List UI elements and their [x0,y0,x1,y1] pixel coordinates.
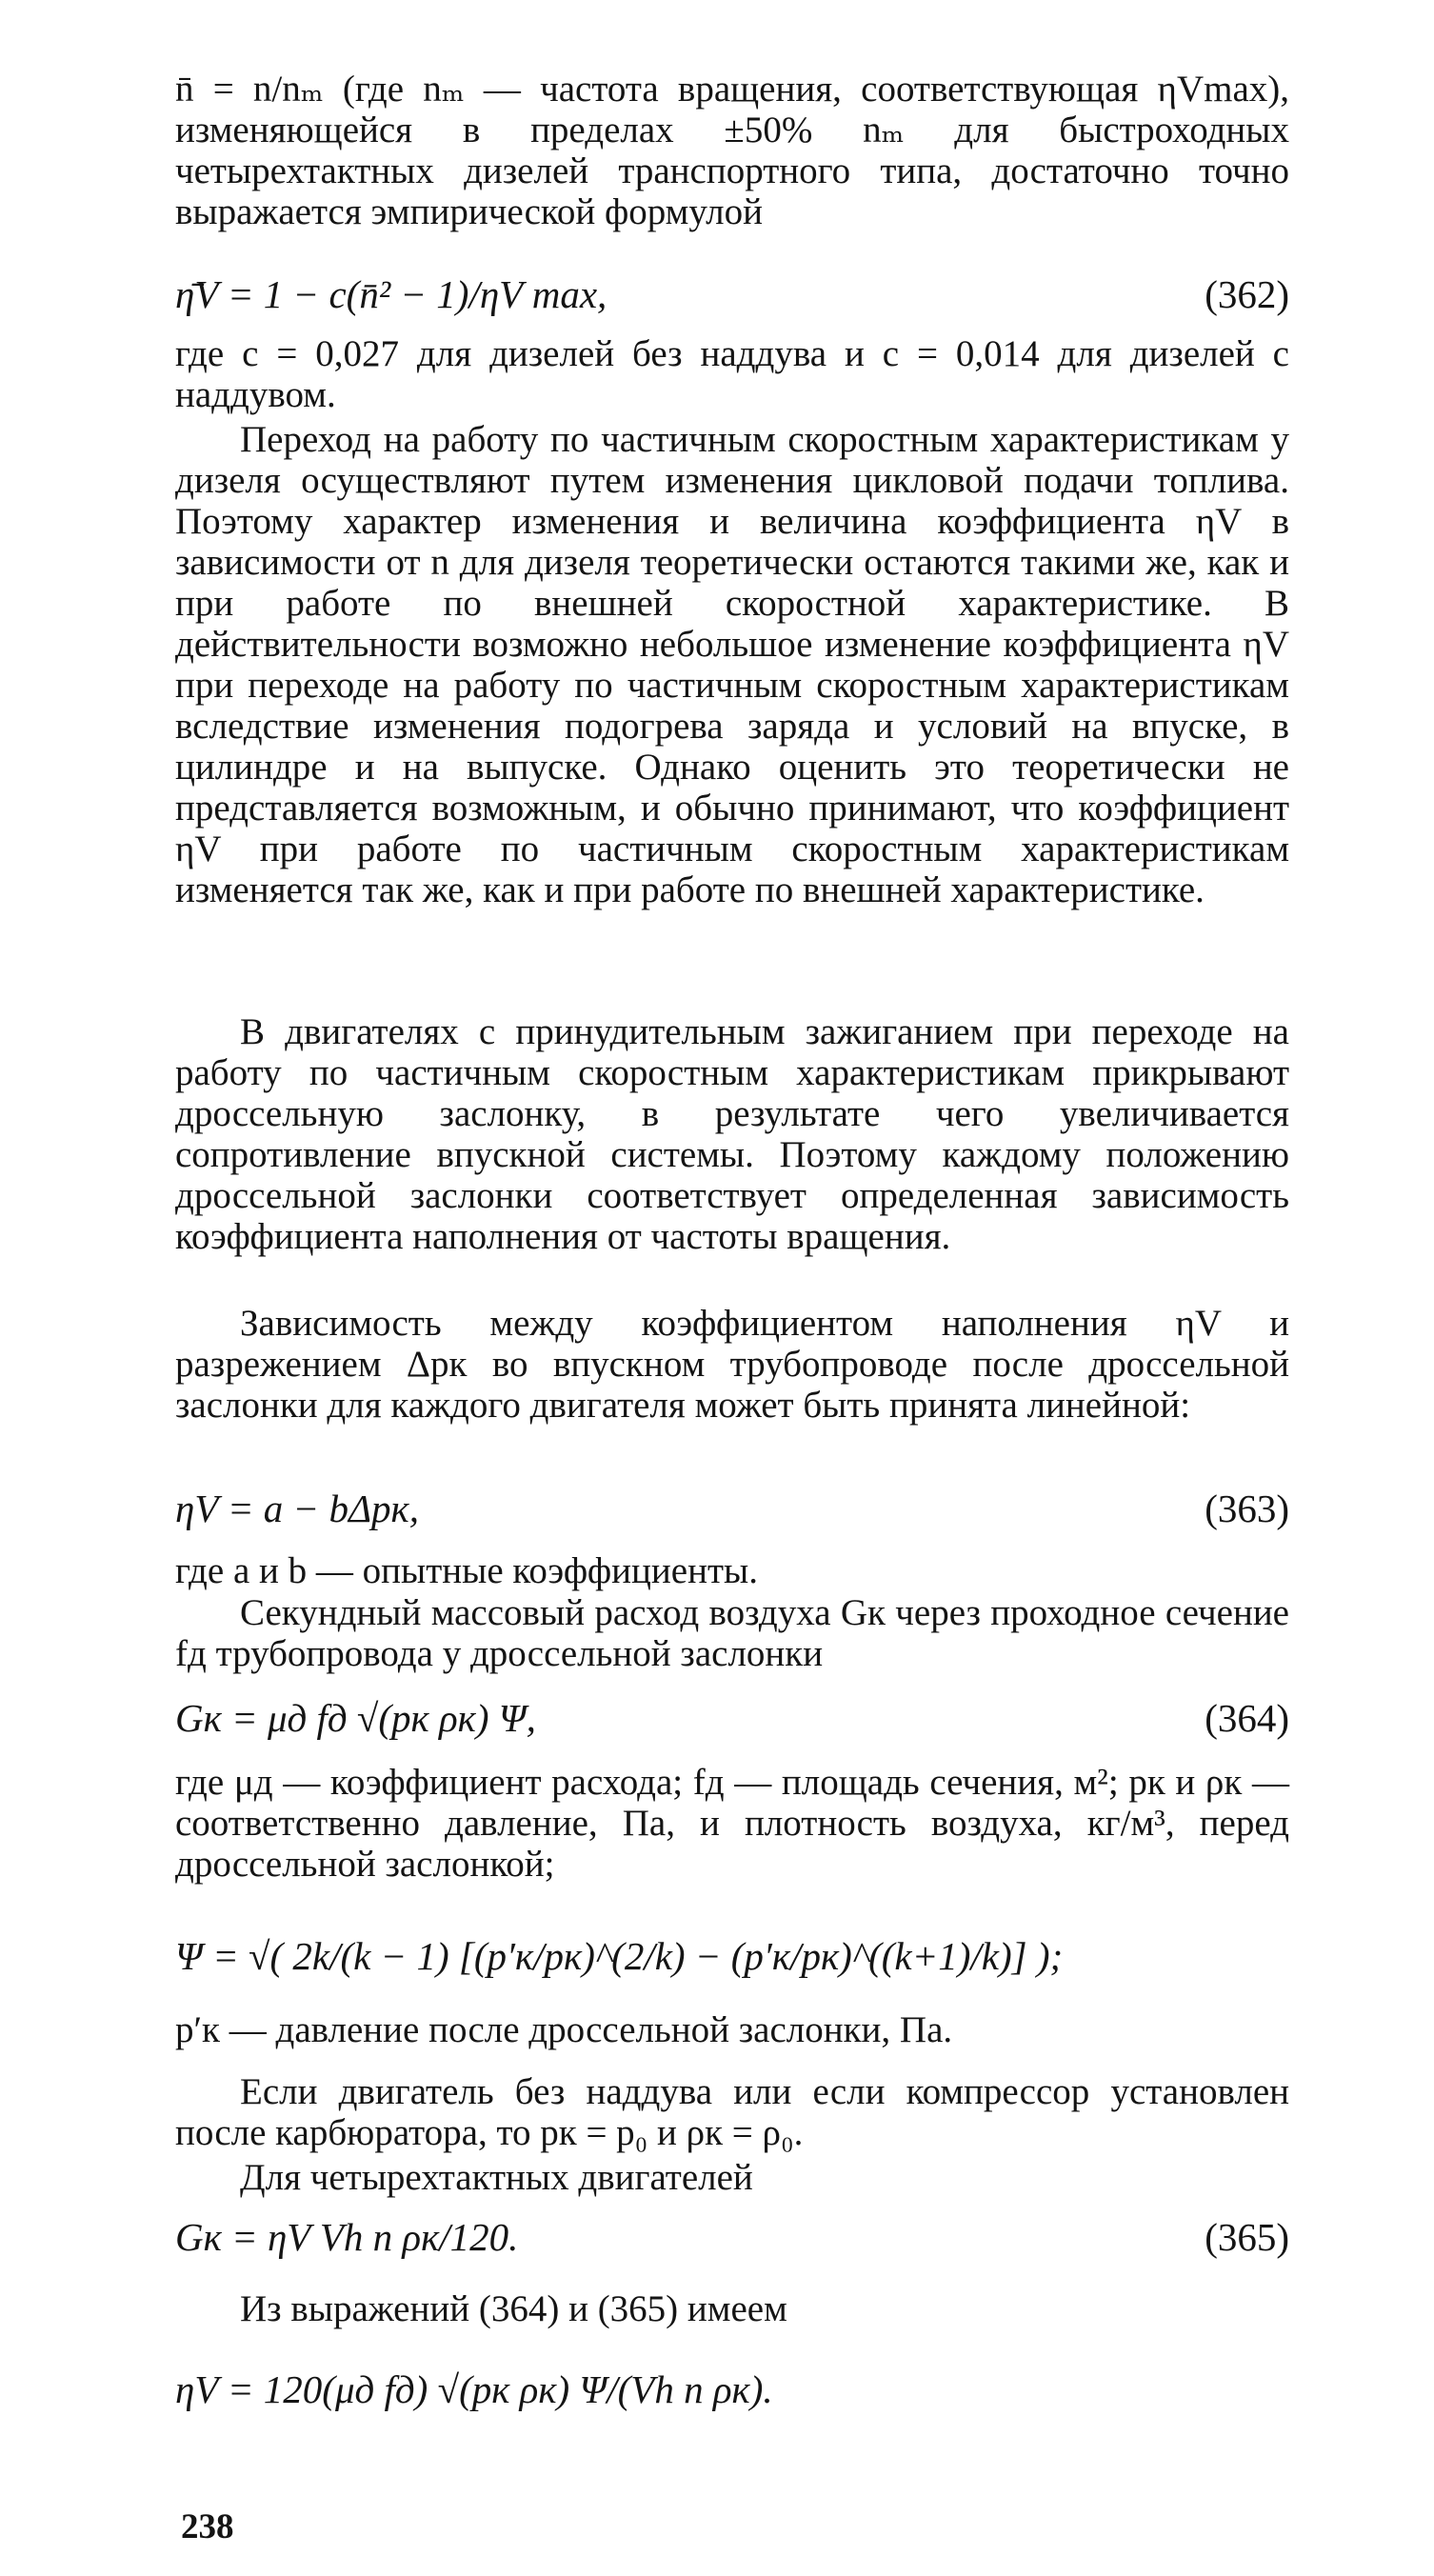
equation-365 [175,2214,1289,2262]
page-number: 238 [181,2507,234,2546]
equation-364-number: (364) [1205,1696,1289,1740]
paragraph-four-stroke: Для четырехтактных двигателей [240,2157,753,2198]
equation-final-formula: ηV = 120(μд fд) √(pк ρк) Ψ/(Vh n ρк). [175,2367,773,2411]
paragraph-air-flow: Секундный массовый расход воздуха Gк через проходное сечение fд трубопровода у дроссельной заслонки [175,1592,1289,1674]
equation-363-formula: ηV = a − bΔpк, [175,1487,419,1530]
paragraph-no-boost: Если двигатель без наддува или если компрессор установлен после карбюратора, то pк = p₀ и ρк = ρ₀. [175,2071,1289,2153]
equation-365-number: (365) [1205,2215,1289,2259]
equation-363 [175,1486,1289,1533]
equation-psi [175,1933,1289,1981]
equation-final [175,2366,1289,2414]
paragraph-linear-dependence: Зависимость между коэффициентом наполнения ηV и разрежением Δpк во впускном трубопроводе после дроссельной заслонки для каждого двигателя может быть принята линейной: [175,1303,1289,1426]
equation-362-formula: η̄V = 1 − c(n̄² − 1)/ηV max, [175,272,607,316]
paragraph-coefficients: где a и b — опытные коэффициенты. [175,1550,758,1591]
equation-365-formula: Gк = ηV Vh n ρк/120. [175,2215,519,2259]
equation-364 [175,1695,1289,1743]
equation-364-formula: Gк = μд fд √(pк ρк) Ψ, [175,1696,536,1740]
paragraph-from-expressions: Из выражений (364) и (365) имеем [240,2288,787,2329]
equation-psi-formula: Ψ = √( 2k/(k − 1) [(p′к/pк)^(2/k) − (p′к/pк)^((k+1)/k)] ); [175,1934,1064,1978]
paragraph-diesel-partial: Переход на работу по частичным скоростным характеристикам у дизеля осуществляют путем изменения цикловой подачи топлива. Поэтому характер изменения и величина коэффициента ηV в зависимости от n для дизеля теоретически остаются такими же, как и при работе по внешней скоростной характеристике. В действительности возможно небольшое изменение коэффициента ηV при переходе на работу по частичным скоростным характеристикам вследствие изменения подогрева заряда и условий на впуске, в цилиндре и на выпуске. Однако оценить это теоретически не представляется возможным, и обычно принимают, что коэффициент ηV при работе по частичным скоростным характеристикам изменяется так же, как и при работе по внешней характеристике. [175,419,1289,910]
equation-362 [175,271,1289,319]
paragraph-definitions: где μд — коэффициент расхода; fд — площадь сечения, м²; pк и ρк — соответственно давление, Па, и плотность воздуха, кг/м³, перед дроссельной заслонкой; [175,1762,1289,1885]
paragraph-pressure-after: p′к — давление после дроссельной заслонки, Па. [175,2009,953,2050]
paragraph-c-values: где c = 0,027 для дизелей без наддува и c = 0,014 для дизелей с наддувом. [175,333,1289,415]
equation-363-number: (363) [1205,1487,1289,1530]
paragraph-intro: n̄ = n/nₘ (где nₘ — частота вращения, соответствующая ηVmax), изменяющейся в пределах ±50% nₘ для быстроходных четырехтактных дизелей транспортного типа, достаточно точно выражается эмпирической формулой [175,69,1289,232]
paragraph-spark-ignition: В двигателях с принудительным зажиганием при переходе на работу по частичным скоростным характеристикам прикрывают дроссельную заслонку, в результате чего увеличивается сопротивление впускной системы. Поэтому каждому положению дроссельной заслонки соответствует определенная зависимость коэффициента наполнения от частоты вращения. [175,1011,1289,1257]
equation-362-number: (362) [1205,272,1289,316]
